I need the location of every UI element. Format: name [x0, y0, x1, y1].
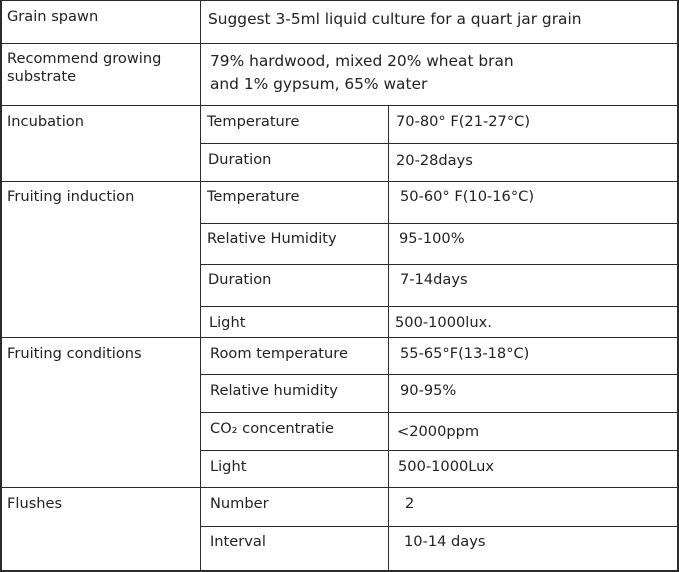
- induction-temperature-value: 50-60° F(10-16°C): [400, 188, 535, 205]
- incubation-temperature-value: 70-80° F(21-27°C): [396, 113, 531, 130]
- grain-spawn-label: Grain spawn: [7, 8, 99, 25]
- conditions-room-temperature-param: Room temperature: [210, 345, 348, 362]
- flushes-number-value: 2: [405, 495, 415, 512]
- conditions-light-value: 500-1000Lux: [398, 458, 495, 475]
- substrate-value-line1: 79% hardwood, mixed 20% wheat bran: [210, 52, 514, 70]
- induction-duration-param: Duration: [208, 271, 272, 288]
- fruiting-conditions-label: Fruiting conditions: [7, 345, 142, 362]
- subrow-divider: [201, 526, 679, 527]
- subrow-divider: [201, 143, 679, 144]
- row-divider: [0, 337, 679, 338]
- substrate-value-line2: and 1% gypsum, 65% water: [210, 75, 428, 93]
- incubation-duration-param: Duration: [208, 151, 272, 168]
- flushes-interval-param: Interval: [210, 533, 266, 550]
- conditions-humidity-param: Relative humidity: [210, 382, 338, 399]
- subrow-divider: [201, 412, 679, 413]
- incubation-duration-value: 20-28days: [396, 152, 473, 169]
- grain-spawn-value: Suggest 3-5ml liquid culture for a quart jar grain: [208, 10, 582, 28]
- subrow-divider: [201, 374, 679, 375]
- incubation-label: Incubation: [7, 113, 84, 130]
- induction-light-param: Light: [209, 314, 246, 331]
- row-divider: [0, 487, 679, 488]
- conditions-co2-value: <2000ppm: [397, 423, 480, 440]
- conditions-room-temperature-value: 55-65°F(13-18°C): [400, 345, 530, 362]
- subrow-divider: [201, 223, 679, 224]
- column-divider-2: [388, 105, 389, 572]
- flushes-label: Flushes: [7, 495, 63, 512]
- table-border-top: [0, 0, 679, 1]
- flushes-number-param: Number: [210, 495, 269, 512]
- subrow-divider: [201, 306, 679, 307]
- fruiting-induction-label: Fruiting induction: [7, 188, 135, 205]
- flushes-interval-value: 10-14 days: [404, 533, 486, 550]
- row-divider: [0, 181, 679, 182]
- conditions-co2-param: CO₂ concentratie: [210, 420, 335, 437]
- induction-duration-value: 7-14days: [400, 271, 468, 288]
- conditions-light-param: Light: [210, 458, 247, 475]
- conditions-humidity-value: 90-95%: [400, 382, 457, 399]
- substrate-label-line2: substrate: [7, 68, 77, 85]
- induction-temperature-param: Temperature: [207, 188, 300, 205]
- incubation-temperature-param: Temperature: [207, 113, 300, 130]
- subrow-divider: [201, 450, 679, 451]
- induction-light-value: 500-1000lux.: [395, 314, 492, 331]
- substrate-label-line1: Recommend growing: [7, 50, 162, 67]
- row-divider: [0, 105, 679, 106]
- row-divider: [0, 43, 679, 44]
- subrow-divider: [201, 264, 679, 265]
- induction-humidity-param: Relative Humidity: [207, 230, 337, 247]
- induction-humidity-value: 95-100%: [399, 230, 465, 247]
